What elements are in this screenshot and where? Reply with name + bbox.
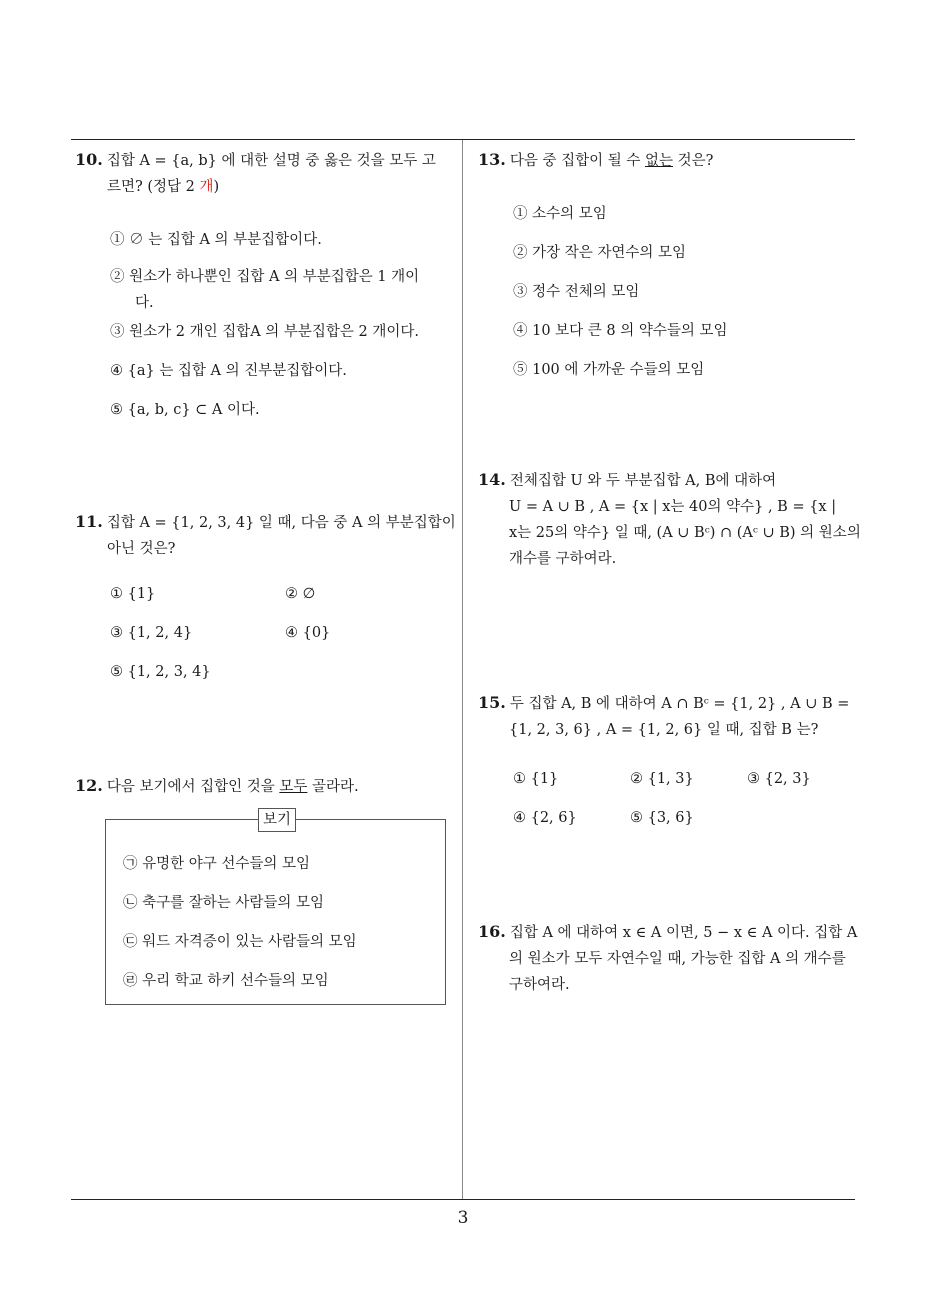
q12-item-1: ㉠ 유명한 야구 선수들의 모임 — [123, 856, 311, 872]
q13-choice-3[interactable]: ③ 정수 전체의 모임 — [513, 284, 640, 300]
q13-choice-5[interactable]: ⑤ 100 에 가까운 수들의 모임 — [513, 362, 705, 378]
q14-line4: 개수를 구하여라. — [509, 551, 617, 567]
q15-choice-2[interactable]: ② {1, 3} — [630, 771, 694, 787]
q14-line1-text: 전체집합 U 와 두 부분집합 A, B에 대하여 — [509, 473, 777, 489]
q11-choice-3[interactable]: ③ {1, 2, 4} — [110, 625, 193, 641]
column-divider — [462, 140, 463, 1200]
q13-underlined: 없는 — [644, 153, 673, 169]
q11-number: 11. — [75, 512, 103, 531]
q11-line1 — [75, 509, 460, 536]
q11-stem — [75, 509, 460, 562]
q14-line1 — [478, 467, 863, 494]
bottom-rule — [71, 1199, 855, 1200]
q15-choice-4[interactable]: ④ {2, 6} — [513, 810, 577, 826]
q16-line3: 구하여라. — [509, 977, 570, 993]
q12-underlined: 모두 — [279, 779, 308, 795]
q10-choice-1[interactable]: ① ∅ 는 집합 A 의 부분집합이다. — [110, 232, 322, 248]
q12-example-box — [105, 812, 446, 1005]
q10-choice-3[interactable]: ③ 원소가 2 개인 집합A 의 부분집합은 2 개이다. — [110, 324, 420, 340]
q15-number: 15. — [478, 693, 506, 712]
q10-stem — [75, 147, 460, 200]
q10-line2 — [75, 174, 460, 200]
q16-number: 16. — [478, 922, 506, 941]
q12-box-label: 보기 — [258, 808, 296, 832]
q11-line1-text: 집합 A = {1, 2, 3, 4} 일 때, 다음 중 A 의 부분집합이 — [106, 515, 456, 531]
top-rule — [71, 139, 855, 140]
q16-stem — [478, 919, 863, 998]
q16-line1-text: 집합 A 에 대하여 x ∈ A 이면, 5 − x ∈ A 이다. 집합 A — [509, 925, 858, 941]
q15-line1 — [478, 690, 863, 717]
q12-number: 12. — [75, 776, 103, 795]
q14-stem — [478, 467, 863, 572]
q15-choice-3[interactable]: ③ {2, 3} — [747, 771, 811, 787]
q15-choice-5[interactable]: ⑤ {3, 6} — [630, 810, 694, 826]
q11-choice-5[interactable]: ⑤ {1, 2, 3, 4} — [110, 664, 211, 680]
q10-choice-4[interactable]: ④ {a} 는 집합 A 의 진부분집합이다. — [110, 363, 347, 379]
q10-line1 — [75, 147, 460, 174]
q10-choice-5[interactable]: ⑤ {a, b, c} ⊂ A 이다. — [110, 402, 260, 418]
q10-choice-2[interactable]: ② 원소가 하나뿐인 집합 A 의 부분집합은 1 개이 — [110, 269, 420, 285]
q14-line3: x는 25의 약수} 일 때, (A ∪ Bᶜ) ∩ (Aᶜ ∪ B) 의 원소의 — [509, 525, 861, 541]
q10-answer-count-highlight: 개 — [199, 179, 214, 195]
q13-pre: 다음 중 집합이 될 수 — [509, 153, 645, 169]
q11-choice-4[interactable]: ④ {0} — [285, 625, 331, 641]
q10-number: 10. — [75, 150, 103, 169]
q10-line1-text: 집합 A = {a, b} 에 대한 설명 중 옳은 것을 모두 고 — [106, 153, 436, 169]
q11-choice-2[interactable]: ② ∅ — [285, 586, 316, 602]
q11-choice-1[interactable]: ① {1} — [110, 586, 156, 602]
q10-line2-post: ) — [213, 179, 220, 195]
q15-stem — [478, 690, 863, 743]
q10-choice-2-cont: 다. — [135, 295, 154, 311]
q13-choice-4[interactable]: ④ 10 보다 큰 8 의 약수들의 모임 — [513, 323, 728, 339]
q13-choice-2[interactable]: ② 가장 작은 자연수의 모임 — [513, 245, 687, 261]
q14-number: 14. — [478, 470, 506, 489]
q16-line1 — [478, 919, 863, 946]
q11-line2: 아닌 것은? — [107, 541, 176, 557]
page-number: 3 — [457, 1208, 469, 1228]
q10-line2-pre: 르면? (정답 2 — [107, 179, 200, 195]
q15-line2: {1, 2, 3, 6} , A = {1, 2, 6} 일 때, 집합 B 는? — [509, 722, 819, 738]
q12-item-3: ㉢ 워드 자격증이 있는 사람들의 모임 — [123, 934, 357, 950]
q12-stem — [75, 773, 460, 800]
q13-stem — [478, 147, 863, 174]
q14-line2: U = A ∪ B , A = {x | x는 40의 약수} , B = {x | — [509, 499, 837, 515]
q16-line2: 의 원소가 모두 자연수일 때, 가능한 집합 A 의 개수를 — [509, 951, 846, 967]
q15-choice-1[interactable]: ① {1} — [513, 771, 559, 787]
q13-number: 13. — [478, 150, 506, 169]
q13-post: 것은? — [672, 153, 714, 169]
q12-pre: 다음 보기에서 집합인 것을 — [106, 779, 280, 795]
q12-item-2: ㉡ 축구를 잘하는 사람들의 모임 — [123, 895, 325, 911]
q13-choice-1[interactable]: ① 소수의 모임 — [513, 206, 607, 222]
q15-line1-text: 두 집합 A, B 에 대하여 A ∩ Bᶜ = {1, 2} , A ∪ B = — [509, 696, 850, 712]
q12-post: 골라라. — [307, 779, 359, 795]
q12-item-4: ㉣ 우리 학교 하키 선수들의 모임 — [123, 973, 329, 989]
